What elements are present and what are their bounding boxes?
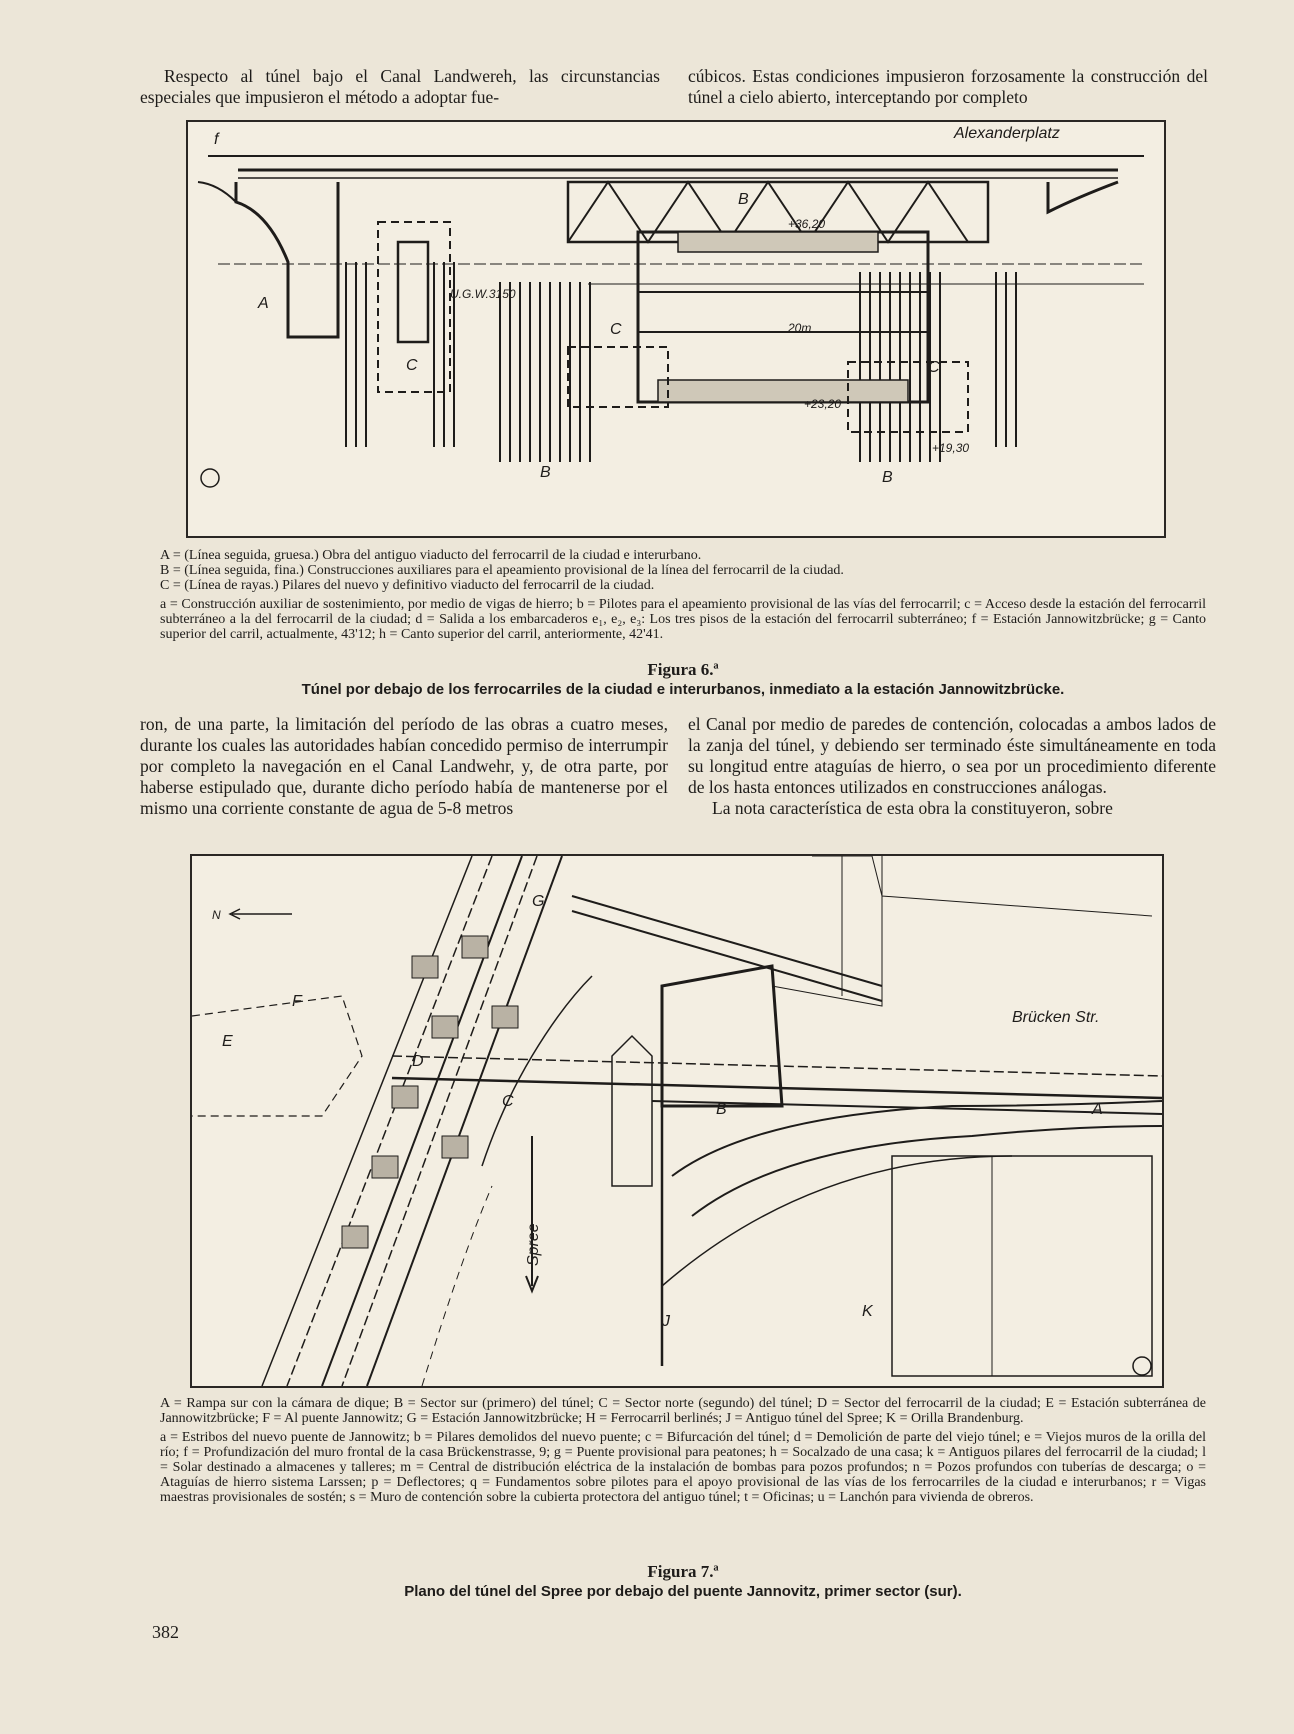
fig6-label-alexanderplatz: Alexanderplatz xyxy=(954,125,1060,142)
fig6-label-elev2: +23,20 xyxy=(804,397,842,411)
figure-6-legend xyxy=(160,548,1206,642)
fig6-label-ugw: U.G.W.3150 xyxy=(450,287,516,301)
fig7-label-j: J xyxy=(662,1313,670,1330)
fig6-label-dim: 20m xyxy=(788,321,812,335)
fig6-title: Túnel por debajo de los ferrocarriles de la ciudad e interurbanos, inmediato a la estación Jannowitzbrücke. xyxy=(301,681,1065,698)
fig7-label-river: Spree xyxy=(525,1223,542,1266)
fig7-label-b: B xyxy=(716,1101,727,1118)
fig6-legend-a: A = (Línea seguida, gruesa.) Obra del antiguo viaducto del ferrocarril de la ciudad e interurbano. xyxy=(160,548,702,563)
fig6-legend-detail: a = Construcción auxiliar de sostenimiento, por medio de vigas de hierro; b = Pilotes para el apeamiento provisional de las vías del ferrocarril; c = Acceso desde la estación del ferrocarril subterráneo a la del ferrocarril de la ciudad; d = Salida a los embarcaderos e₁, e₂, e₃: Los tres pisos de la estación del ferrocarril subterráneo; f = Estación Jannowitzbrücke; g = Canto superior del carril, actualmente, 43'12; h = Canto superior del carril, anteriormente, 42'41. xyxy=(160,597,1206,642)
fig6-label-c-right: C xyxy=(928,359,940,376)
fig6-label-c-pier: C xyxy=(406,357,418,374)
fig7-number: Figura 7.ª xyxy=(647,1562,719,1581)
figure-7-drawing xyxy=(190,854,1164,1388)
figure-6-drawing xyxy=(186,120,1166,538)
viaduct-section-diagram xyxy=(188,122,1164,536)
page-number: 382 xyxy=(152,1622,179,1642)
fig7-label-street: Brücken Str. xyxy=(1012,1009,1100,1026)
fig7-legend-detail: a = Estribos del nuevo puente de Jannowitz; b = Pilares demolidos del nuevo puente; c = Bifurcación del túnel; d = Demolición de parte del viejo túnel; e = Viejos muros de la orilla del río; f = Profundización del muro frontal de la casa Brückenstrasse, 9; g = Puente provisional para peatones; h = Socalzado de una casa; k = Antiguos pilares del ferrocarril de la ciudad; l = Solar destinado a almacenes y talleres; m = Central de distribución eléctrica de la instalación de bombas para pozos profundos; n = Pozos profundos con tuberías de descarga; o = Ataguías de hierro sistema Larssen; p = Deflectores; q = Fundamentos sobre pilotes para el apoyo provisional de las vías de los ferrocarriles de la ciudad e interurbanos; r = Vigas maestras provisionales de sostén; s = Muro de contención sobre la cubierta protectora del antiguo túnel; t = Oficinas; u = Lanchón para vivienda de obreros. xyxy=(160,1430,1206,1505)
fig6-label-b-piles-right: B xyxy=(882,469,893,486)
fig6-label-f: f xyxy=(214,131,219,148)
fig7-label-f: F xyxy=(292,993,302,1010)
figure-7-caption xyxy=(160,1562,1206,1602)
fig7-label-e: E xyxy=(222,1033,233,1050)
fig7-label-d: D xyxy=(412,1053,424,1070)
fig7-plate-mark-icon xyxy=(1133,1357,1151,1375)
top-left-text: Respecto al túnel bajo el Canal Landwereh, las circunstancias especiales que impusieron el método a adoptar fue- xyxy=(140,66,660,107)
middle-left-text: ron, de una parte, la limitación del período de las obras a cuatro meses, durante los cuales las autoridades habían concedido permiso de interrumpir por completo la navegación en el Canal Landwehr, y, de otra parte, por haberse estipulado que, durante dicho período había de mantenerse por el mismo una corriente constante de agua de 5-8 metros xyxy=(140,714,668,818)
fig6-label-c-center: C xyxy=(610,321,622,338)
fig7-legend-main: A = Rampa sur con la cámara de dique; B = Sector sur (primero) del túnel; C = Sector norte (segundo) del túnel; D = Sector del ferrocarril de la ciudad; E = Estación subterránea de Jannowitzbrücke; F = Al puente Jannowitz; G = Estación Jannowitzbrücke; H = Ferrocarril berlinés; J = Antiguo túnel del Spree; K = Orilla Brandenburg. xyxy=(160,1396,1206,1426)
fig6-legend-b: B = (Línea seguida, fina.) Construcciones auxiliares para el apeamiento provisional de la línea del ferrocarril de la ciudad. xyxy=(160,563,844,578)
fig6-number: Figura 6.ª xyxy=(647,660,719,679)
figure-6-caption xyxy=(160,660,1206,700)
top-right-text: cúbicos. Estas condiciones impusieron forzosamente la construcción del túnel a cielo abierto, interceptando por completo xyxy=(688,66,1208,107)
fig6-label-b-piles: B xyxy=(540,464,551,481)
middle-right-text: el Canal por medio de paredes de contención, colocadas a ambos lados de la zanja del túnel, y debiendo ser terminado éste simultáneamente en toda su longitud entre ataguías de hierro, o sea por un procedimiento diferente de los hasta entonces utilizados en construcciones análogas. La nota característica de esta obra la constituyeron, sobre xyxy=(688,714,1216,818)
fig6-legend-c: C = (Línea de rayas.) Pilares del nuevo y definitivo viaducto del ferrocarril de la ciudad. xyxy=(160,578,655,593)
fig7-label-k: K xyxy=(862,1303,873,1320)
fig6-label-b-truss: B xyxy=(738,191,749,208)
fig7-label-g: G xyxy=(532,893,545,910)
fig7-label-north: N xyxy=(212,908,221,922)
fig6-label-elev1: +36,20 xyxy=(788,217,826,231)
fig7-title: Plano del túnel del Spree por debajo del puente Jannovitz, primer sector (sur). xyxy=(404,1583,962,1600)
fig6-plate-mark-icon xyxy=(201,469,219,487)
fig6-label-elev3: +19,30 xyxy=(932,441,970,455)
fig7-label-c: C xyxy=(502,1093,514,1110)
fig7-label-a: A xyxy=(1092,1101,1103,1118)
spree-tunnel-plan-diagram xyxy=(192,856,1162,1386)
figure-7-legend xyxy=(160,1396,1206,1505)
fig6-label-a-abutment: A xyxy=(258,295,269,312)
